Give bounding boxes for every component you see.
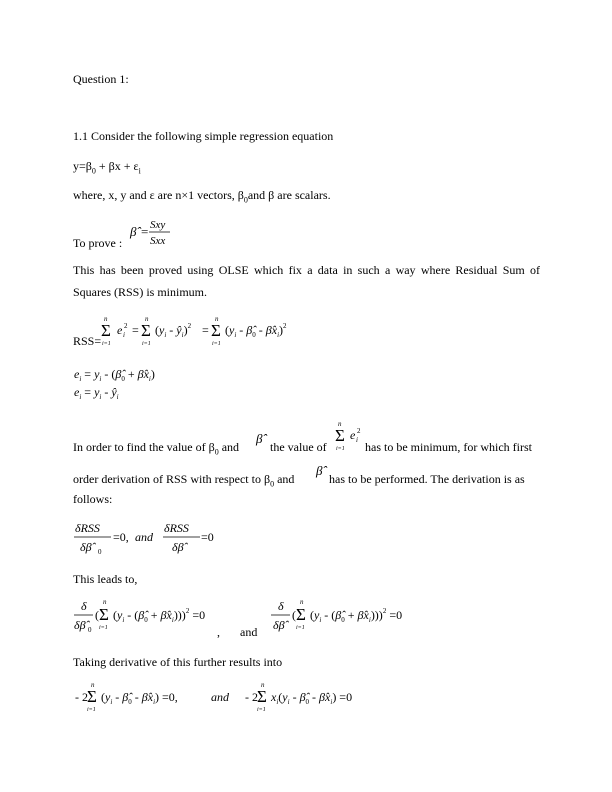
- expanded-and: and: [240, 625, 258, 639]
- expanded-eq1: [73, 597, 233, 639]
- cond-and: and: [135, 530, 153, 544]
- exp1-den: δβ̂: [74, 618, 86, 632]
- p3-sum-e2: [335, 418, 365, 454]
- final1-sum-lower: i=1: [87, 707, 96, 713]
- definitions-line: [73, 188, 331, 205]
- residual-eq1: $e_i = y_i$ - ($\betâ_0$ + $\betâx_i$): [74, 367, 155, 383]
- cond1-den-sub: 0: [98, 548, 102, 556]
- exp1-den-sub: 0: [88, 626, 92, 634]
- rss-sum2-lower: i=1: [142, 341, 151, 347]
- final-and: and: [211, 690, 229, 704]
- beta-hat-lhs: β̂: [130, 224, 137, 239]
- expanded-eq2: [270, 597, 430, 639]
- rss-e-sub: i: [123, 331, 125, 339]
- exp1-sum-upper: n: [103, 598, 107, 606]
- p3-beta-hat-1: β̂: [256, 431, 263, 446]
- model-subi: i: [138, 166, 141, 176]
- taking-derivative: Taking derivative of this further results into: [73, 655, 283, 669]
- residual-equations: [73, 366, 183, 402]
- olse-paragraph-line2: Squares (RSS) is minimum.: [73, 285, 208, 299]
- derivative-conditions: [73, 518, 243, 558]
- p3-e-sup: 2: [357, 427, 361, 435]
- p3-sum-upper: n: [338, 420, 342, 428]
- cond2-num: δRSS: [164, 521, 189, 535]
- p3-l2-a: order derivation of RSS with respect to β: [73, 472, 271, 486]
- rss-term2: ($y_i$ - $ŷ_i)^2$: [155, 322, 192, 339]
- paragraph3-line2: [73, 472, 295, 489]
- to-prove-denominator: Sxx: [150, 235, 166, 247]
- intro-line: 1.1 Consider the following simple regression equation: [73, 129, 334, 143]
- final-equations: [73, 680, 383, 720]
- rss-eq1: =: [132, 323, 139, 337]
- exp2-sum-lower: i=1: [296, 625, 305, 631]
- cond1-num: δRSS: [75, 521, 100, 535]
- to-prove-label: To prove :: [73, 236, 123, 250]
- model-rest: + βx + ε: [95, 159, 139, 173]
- model-sub0: 0: [91, 166, 96, 176]
- model-y: y=β: [73, 159, 92, 173]
- cond1-den: δβ̂: [80, 540, 92, 554]
- final2-sum-upper: n: [261, 681, 265, 689]
- cond2-den: δβ̂: [172, 540, 184, 554]
- exp2-sum-upper: n: [300, 598, 304, 606]
- exp1-body: ($y_i$ - ($\betâ_0$ + $\betâx_i)))^2 =0$: [113, 607, 206, 624]
- to-prove-formula: [128, 214, 188, 252]
- final1-sum: Σ: [87, 687, 97, 706]
- expanded-comma: ,: [217, 625, 220, 639]
- rss-sum3-upper: n: [215, 315, 219, 323]
- final2-body: $x_i(y_i$ - $\betâ_0$ - $\betâx_i) =0$: [271, 690, 353, 706]
- rss-sum1-upper: n: [104, 315, 108, 323]
- rss-sum3-lower: i=1: [212, 341, 221, 347]
- exp2-open: (: [292, 608, 296, 622]
- exp1-sum: Σ: [99, 605, 109, 624]
- model-equation: [73, 159, 141, 176]
- leads-to: This leads to,: [73, 572, 138, 586]
- cond2-rhs: =0: [201, 530, 214, 544]
- rss-e-sup: 2: [124, 322, 128, 330]
- p3-l1-a: In order to find the value of β: [73, 440, 215, 454]
- p3-l1-d: has to be minimum, for which first: [365, 440, 532, 454]
- p3-sum: Σ: [335, 426, 345, 445]
- definitions-sub0: 0: [243, 195, 248, 205]
- exp1-open: (: [95, 608, 99, 622]
- rss-label: RSS=: [73, 334, 102, 348]
- rss-sum3: Σ: [211, 321, 221, 340]
- final1-sum-upper: n: [91, 681, 95, 689]
- p3-l2-c: has to be performed. The derivation is as: [329, 472, 525, 486]
- final1-prefix: - 2: [75, 690, 88, 704]
- final2-sum: Σ: [257, 687, 267, 706]
- p3-e-sub: i: [356, 436, 358, 444]
- p3-sum-lower: i=1: [336, 446, 345, 452]
- p3-e: e: [350, 428, 356, 442]
- definitions-text-b: and β are scalars.: [247, 188, 331, 202]
- exp2-sum: Σ: [296, 605, 306, 624]
- p3-l1-b: and: [218, 440, 240, 454]
- question-heading: Question 1:: [73, 72, 129, 86]
- rss-sum1: Σ: [101, 321, 111, 340]
- p3-l2-sub0: 0: [270, 479, 275, 489]
- p3-l2-b: and: [274, 472, 295, 486]
- to-prove-numerator: Sxy: [150, 219, 166, 231]
- cond1-rhs: =0,: [113, 530, 129, 544]
- exp2-den: δβ̂: [273, 618, 285, 632]
- rss-sum2-upper: n: [145, 315, 149, 323]
- paragraph3-line3: follows:: [73, 492, 113, 506]
- final1-body: ($y_i$ - $\betâ_0$ - $\betâx_i) =0$,: [101, 690, 178, 706]
- exp2-body: ($y_i$ - ($\betâ_0$ + $\betâx_i)))^2 =0$: [310, 607, 403, 624]
- rss-formula: [100, 312, 330, 352]
- to-prove-equals: =: [141, 224, 149, 239]
- p3-beta-hat-2: β̂: [316, 463, 323, 478]
- rss-eq2: =: [202, 323, 209, 337]
- definitions-text-a: where, x, y and ε are n×1 vectors, β: [73, 188, 244, 202]
- olse-paragraph-line1: This has been proved using OLSE which fix a data in such a way where Residual Sum of: [73, 263, 540, 277]
- p3-l1-sub0: 0: [214, 447, 219, 457]
- p3-l1-c: the value of: [270, 440, 327, 454]
- exp2-num: δ: [278, 599, 284, 613]
- rss-sum2: Σ: [141, 321, 151, 340]
- exp1-sum-lower: i=1: [99, 625, 108, 631]
- final2-prefix: - 2: [245, 690, 258, 704]
- residual-eq2: $e_i = y_i$ - $ŷ_i$: [74, 385, 119, 401]
- final2-sum-lower: i=1: [257, 707, 266, 713]
- exp1-num: δ: [81, 599, 87, 613]
- rss-sum1-lower: i=1: [102, 341, 111, 347]
- rss-term3: ($y_i$ - $\betâ_0$ - $\betâx_i)^2$: [225, 322, 287, 339]
- rss-e: e: [117, 323, 123, 337]
